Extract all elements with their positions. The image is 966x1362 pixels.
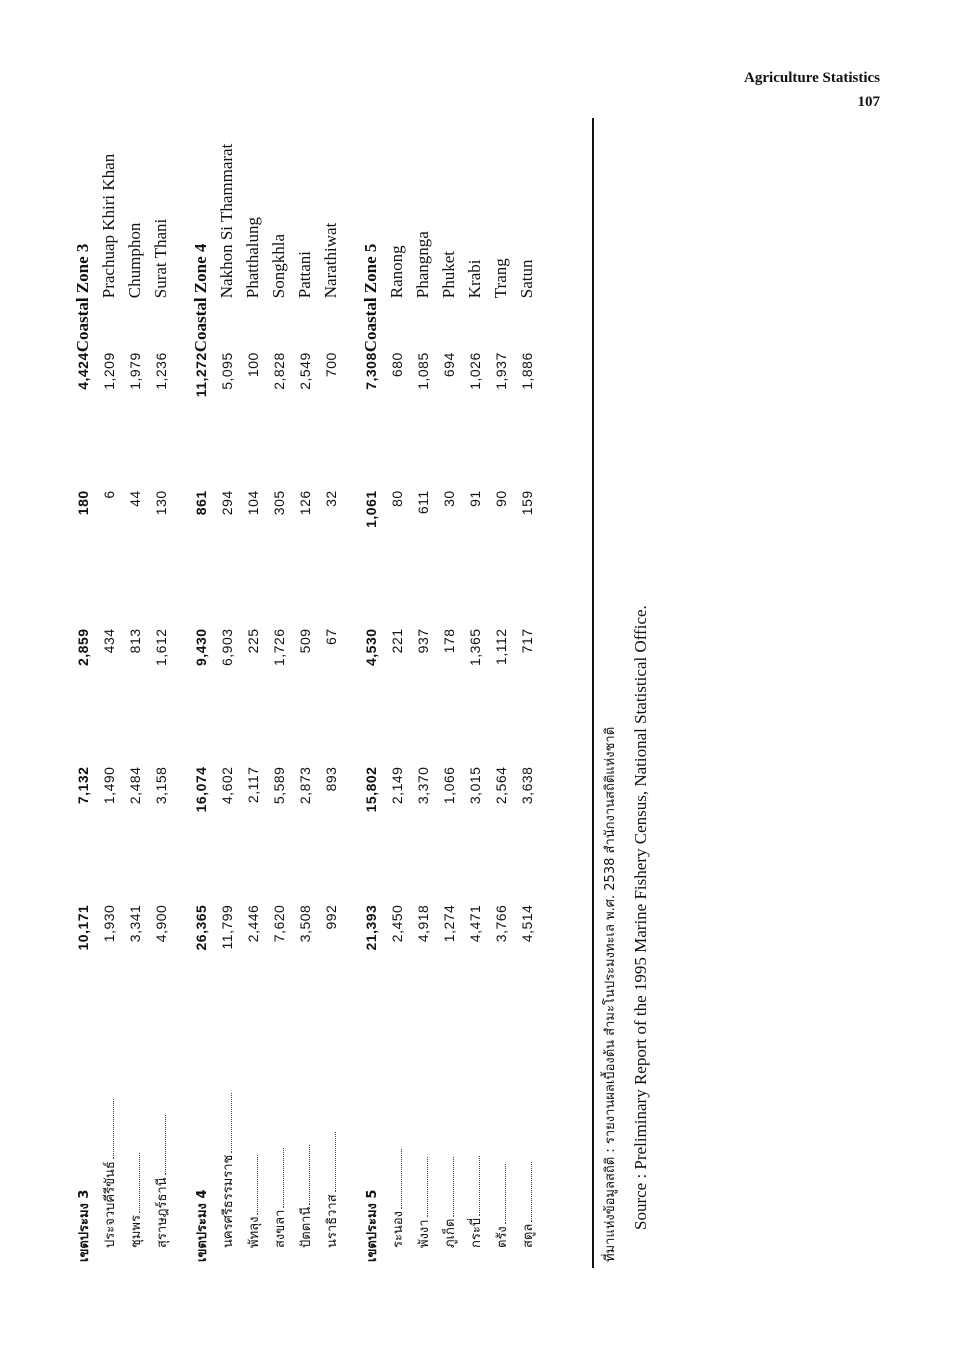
value-cell-v1: 21,393: [363, 904, 379, 951]
table-row: [292, 122, 318, 1262]
value-cell-v1: 3,508: [297, 904, 313, 943]
table-body: [70, 122, 540, 1262]
province-name-english: Phatthalung: [243, 217, 262, 299]
value-cell-v1: 10,171: [75, 904, 91, 951]
value-cell-v5: 7,308: [363, 352, 379, 390]
value-cell-v3: 9,430: [193, 628, 209, 666]
vertical-rule: [592, 118, 594, 1268]
leader-dots: [505, 1164, 506, 1224]
value-cell-v4: 80: [389, 490, 405, 507]
value-cell-v3: 221: [389, 628, 405, 654]
value-cell-v3: 4,530: [363, 628, 379, 666]
value-cell-v5: 11,272: [193, 352, 209, 398]
province-name-english: Trang: [491, 258, 510, 299]
value-cell-v5: 2,828: [271, 352, 287, 390]
thai-label: เขตประมง 4: [194, 1189, 210, 1262]
thai-label: เขตประมง 3: [76, 1189, 92, 1262]
thai-label: นราธิวาส: [324, 1194, 340, 1248]
value-cell-v2: 5,589: [271, 766, 287, 805]
value-cell-v4: 6: [101, 490, 117, 499]
value-cell-v1: 1,930: [101, 904, 117, 943]
leader-dots: [479, 1156, 480, 1216]
thai-label: ชุมพร: [128, 1215, 144, 1248]
province-name-english: Chumphon: [125, 222, 144, 299]
table-row: [148, 122, 174, 1262]
value-cell-v2: 7,132: [75, 766, 91, 805]
value-cell-v5: 100: [245, 352, 261, 378]
value-cell-v5: 1,979: [127, 352, 143, 390]
province-name-thai: [488, 1043, 514, 1262]
province-name-thai: [122, 1043, 148, 1262]
value-cell-v4: 104: [245, 490, 261, 516]
thai-label: ระนอง: [390, 1210, 406, 1248]
source-note: [596, 262, 666, 1262]
value-cell-v5: 700: [323, 352, 339, 378]
group-spacer: [344, 122, 358, 1262]
province-name-english: Prachuap Khiri Khan: [99, 153, 118, 299]
value-cell-v2: 2,873: [297, 766, 313, 805]
value-cell-v1: 2,446: [245, 904, 261, 943]
table-row: [122, 122, 148, 1262]
value-cell-v3: 1,612: [153, 628, 169, 666]
value-cell-v5: 1,937: [493, 352, 509, 390]
value-cell-v3: 6,903: [219, 628, 235, 666]
value-cell-v5: 680: [389, 352, 405, 378]
value-cell-v5: 2,549: [297, 352, 313, 390]
province-name-thai: [214, 1043, 240, 1262]
table-row: [266, 122, 292, 1262]
value-cell-v1: 7,620: [271, 904, 287, 943]
value-cell-v1: 26,365: [193, 904, 209, 951]
province-name-english: Songkhla: [269, 234, 288, 299]
zone-name-english: Coastal Zone 3: [73, 243, 92, 353]
leader-dots: [283, 1148, 284, 1208]
value-cell-v4: 159: [519, 490, 535, 516]
leader-dots: [401, 1149, 402, 1209]
value-cell-v3: 937: [415, 628, 431, 654]
value-cell-v1: 4,471: [467, 904, 483, 943]
table-row: [318, 122, 344, 1262]
value-cell-v2: 3,370: [415, 766, 431, 805]
statistics-table: [70, 122, 540, 1262]
table-row: [384, 122, 410, 1262]
leader-dots: [113, 1099, 114, 1159]
province-name-english: Phuket: [439, 251, 458, 299]
value-cell-v2: 4,602: [219, 766, 235, 805]
value-cell-v2: 1,066: [441, 766, 457, 805]
thai-label: สงขลา: [272, 1209, 288, 1248]
value-cell-v2: 15,802: [363, 766, 379, 813]
value-cell-v1: 11,799: [219, 904, 235, 950]
table-row: [462, 122, 488, 1262]
spacer-cell: [174, 122, 188, 1262]
zone-name-english: Coastal Zone 5: [361, 243, 380, 353]
leader-dots: [139, 1153, 140, 1213]
value-cell-v5: 1,085: [415, 352, 431, 390]
thai-label: ประจวบคีรีขันธ์: [102, 1161, 118, 1248]
value-cell-v5: 5,095: [219, 352, 235, 390]
value-cell-v2: 2,564: [493, 766, 509, 805]
value-cell-v4: 90: [493, 490, 509, 507]
province-name-english: Surat Thani: [151, 218, 170, 299]
province-name-thai: [148, 1043, 174, 1262]
value-cell-v1: 4,514: [519, 904, 535, 943]
thai-label: พัทลุง: [246, 1216, 262, 1248]
value-cell-v4: 180: [75, 490, 91, 516]
value-cell-v4: 611: [415, 490, 431, 515]
table-row: [240, 122, 266, 1262]
province-name-thai: [318, 1043, 344, 1262]
province-name-thai: [410, 1043, 436, 1262]
value-cell-v4: 1,061: [363, 490, 379, 528]
value-cell-v3: 813: [127, 628, 143, 654]
thai-label: เขตประมง 5: [364, 1189, 380, 1262]
value-cell-v4: 30: [441, 490, 457, 507]
group-spacer: [174, 122, 188, 1262]
thai-label: สุราษฎร์ธานี: [154, 1177, 170, 1248]
value-cell-v4: 91: [467, 490, 483, 507]
value-cell-v3: 434: [101, 628, 117, 654]
value-cell-v5: 1,886: [519, 352, 535, 390]
province-name-english: Nakhon Si Thammarat: [217, 143, 236, 299]
page-number: 107: [857, 94, 880, 110]
thai-label: ปัตตานี: [298, 1206, 314, 1248]
source-thai: ที่มาแห่งข้อมูลสถิติ : รายงานผลเบื้องต้น สำมะโนประมงทะเล พ.ศ. 2538 สำนักงานสถิติแห่งชาติ: [603, 726, 618, 1262]
province-name-thai: [514, 1043, 540, 1262]
source-english: Source : Preliminary Report of the 1995 Marine Fishery Census, National Statistical Office.: [631, 605, 650, 1230]
value-cell-v3: 717: [519, 628, 535, 654]
spacer-cell: [344, 122, 358, 1262]
zone-row: [70, 122, 96, 1262]
value-cell-v1: 3,766: [493, 904, 509, 943]
value-cell-v2: 1,490: [101, 766, 117, 805]
leader-dots: [309, 1145, 310, 1205]
value-cell-v2: 2,484: [127, 766, 143, 805]
value-cell-v4: 130: [153, 490, 169, 516]
table-row: [96, 122, 122, 1262]
province-name-english: Krabi: [465, 259, 484, 299]
table-row: [410, 122, 436, 1262]
province-name-english: Narathiwat: [321, 222, 340, 299]
value-cell-v3: 2,859: [75, 628, 91, 666]
value-cell-v3: 1,726: [271, 628, 287, 666]
zone-row: [188, 122, 214, 1262]
province-name-thai: [436, 1043, 462, 1262]
province-name-thai: [292, 1043, 318, 1262]
value-cell-v2: 3,158: [153, 766, 169, 805]
thai-label: สตูล: [520, 1223, 536, 1248]
thai-label: นครศรีธรรมราช: [220, 1154, 236, 1248]
value-cell-v5: 1,026: [467, 352, 483, 390]
table-row: [514, 122, 540, 1262]
value-cell-v1: 2,450: [389, 904, 405, 943]
value-cell-v5: 4,424: [75, 352, 91, 390]
leader-dots: [453, 1157, 454, 1217]
value-cell-v2: 2,117: [245, 766, 261, 804]
province-name-english: Ranong: [387, 245, 406, 299]
zone-name-thai: [358, 1043, 384, 1262]
thai-label: ภูเก็ต: [442, 1218, 458, 1248]
value-cell-v3: 509: [297, 628, 313, 654]
value-cell-v1: 992: [323, 904, 339, 930]
value-cell-v2: 3,015: [467, 766, 483, 805]
value-cell-v4: 32: [323, 490, 339, 507]
value-cell-v4: 44: [127, 490, 143, 507]
rotated-table-container: [70, 122, 580, 1262]
province-name-thai: [384, 1043, 410, 1262]
value-cell-v4: 126: [297, 490, 313, 516]
value-cell-v5: 694: [441, 352, 457, 378]
province-name-thai: [266, 1043, 292, 1262]
table-row: [436, 122, 462, 1262]
header-title: Agriculture Statistics: [744, 70, 880, 86]
value-cell-v4: 861: [193, 490, 209, 516]
thai-label: ตรัง: [494, 1226, 510, 1248]
value-cell-v2: 16,074: [193, 766, 209, 813]
leader-dots: [165, 1115, 166, 1175]
value-cell-v4: 305: [271, 490, 287, 516]
thai-label: พังงา: [416, 1219, 432, 1248]
province-name-english: Satun: [517, 259, 536, 299]
value-cell-v2: 3,638: [519, 766, 535, 805]
value-cell-v5: 1,209: [101, 352, 117, 390]
thai-label: กระบี่: [468, 1217, 484, 1248]
zone-name-english: Coastal Zone 4: [191, 243, 210, 353]
zone-name-thai: [70, 1043, 96, 1262]
table-row: [214, 122, 240, 1262]
value-cell-v1: 1,274: [441, 904, 457, 943]
value-cell-v3: 1,365: [467, 628, 483, 666]
province-name-english: Pattani: [295, 251, 314, 299]
leader-dots: [531, 1162, 532, 1222]
zone-row: [358, 122, 384, 1262]
value-cell-v3: 67: [323, 628, 339, 646]
province-name-thai: [462, 1043, 488, 1262]
value-cell-v3: 178: [441, 628, 457, 654]
province-name-english: Phangnga: [413, 231, 432, 299]
value-cell-v2: 893: [323, 766, 339, 792]
value-cell-v1: 3,341: [127, 904, 143, 943]
leader-dots: [427, 1157, 428, 1217]
leader-dots: [335, 1132, 336, 1192]
value-cell-v4: 294: [219, 490, 235, 516]
province-name-thai: [240, 1043, 266, 1262]
value-cell-v5: 1,236: [153, 352, 169, 390]
leader-dots: [257, 1155, 258, 1215]
value-cell-v3: 225: [245, 628, 261, 654]
province-name-thai: [96, 1043, 122, 1262]
value-cell-v3: 1,112: [493, 628, 509, 665]
table-row: [488, 122, 514, 1262]
leader-dots: [231, 1093, 232, 1153]
page-header: [744, 66, 880, 114]
value-cell-v1: 4,900: [153, 904, 169, 943]
zone-name-thai: [188, 1043, 214, 1262]
value-cell-v1: 4,918: [415, 904, 431, 943]
value-cell-v2: 2,149: [389, 766, 405, 805]
